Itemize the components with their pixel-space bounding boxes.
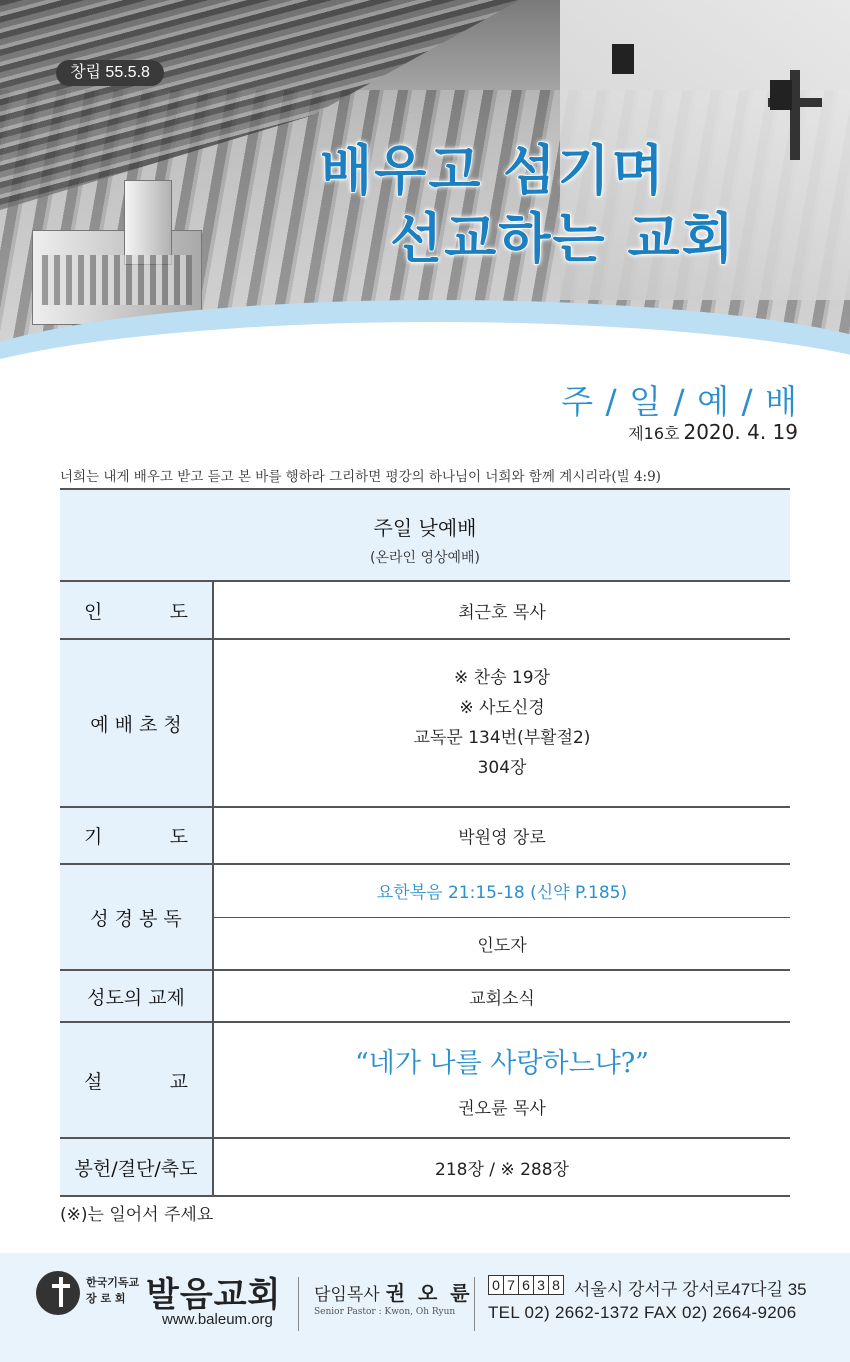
row-label: 봉헌/결단/축도 [60,1139,214,1195]
denomination: 한국기독교 장 로 회 [86,1276,140,1305]
scripture-reader: 인도자 [214,917,790,969]
slogan-line1: 배우고 섬기며 [320,139,666,202]
address: 서울시 강서구 강서로47다길 35 [574,1280,807,1299]
header-title: 주일 낮예배 [373,516,477,540]
scripture-verse: 너희는 내게 배우고 받고 듣고 본 바를 행하라 그리하면 평강의 하나님이 너희와 함께 계시리라(빌 4:9) [60,469,661,485]
row-fellowship [60,971,790,1023]
row-label: 성 경 봉 독 [60,865,214,969]
table-header [60,490,790,582]
standing-note: (※)는 일어서 주세요 [60,1205,214,1225]
row-leader [60,582,790,640]
website-link[interactable]: www.baleum.org [162,1311,273,1328]
row-value [214,865,790,969]
row-value: 218장 / ※ 288장 [435,1159,569,1180]
pastor: 담임목사 권 오 륜 [314,1281,473,1305]
sermon-preacher: 권오륜 목사 [458,1099,546,1119]
footer [0,1253,850,1362]
row-prayer [60,808,790,865]
service-title: 주 / 일 / 예 / 배 [561,382,798,421]
church-logo-icon [36,1271,80,1315]
row-label: 성도의 교제 [60,971,214,1021]
tel-fax: TEL 02) 2662-1372 FAX 02) 2664-9206 [488,1303,797,1322]
issue-number: 제16호 [628,424,680,443]
row-value: 교회소식 [469,988,535,1009]
slogan-line2: 선교하는 교회 [390,207,736,270]
speaker-icon [770,80,792,110]
row-scripture [60,865,790,971]
service-date [628,420,798,444]
divider [474,1277,475,1331]
scripture-reference: 요한복음 21:15-18 (신약 P.185) [376,883,628,904]
sermon-title: “네가 나를 사랑하느냐?” [355,1048,649,1079]
founding-badge: 창립 55.5.8 [56,60,164,86]
church-name: 발음교회 [146,1275,282,1315]
speaker-icon [612,44,634,74]
row-label: 기 도 [60,808,214,863]
divider [298,1277,299,1331]
row-value: 박원영 장로 [458,828,546,848]
hero-banner [0,0,850,380]
row-offering [60,1139,790,1197]
row-label: 인 도 [60,582,214,638]
header-subtitle: (온라인 영상예배) [369,550,481,566]
pastor-english: Senior Pastor : Kwon, Oh Ryun [314,1307,456,1317]
zip-code: 0 7 6 3 8 [488,1275,563,1295]
row-call-to-worship [60,640,790,808]
row-value: 최근호 목사 [458,602,546,623]
church-building-image [32,180,202,325]
row-label: 설 교 [60,1023,214,1137]
row-label: 예 배 초 청 [60,640,214,806]
date-text: 2020. 4. 19 [683,420,798,444]
row-value [214,1023,790,1137]
row-value: ※ 찬송 19장 ※ 사도신경 교독문 134번(부활절2) 304장 [413,668,591,778]
order-of-worship-table [60,488,790,1197]
row-sermon [60,1023,790,1139]
